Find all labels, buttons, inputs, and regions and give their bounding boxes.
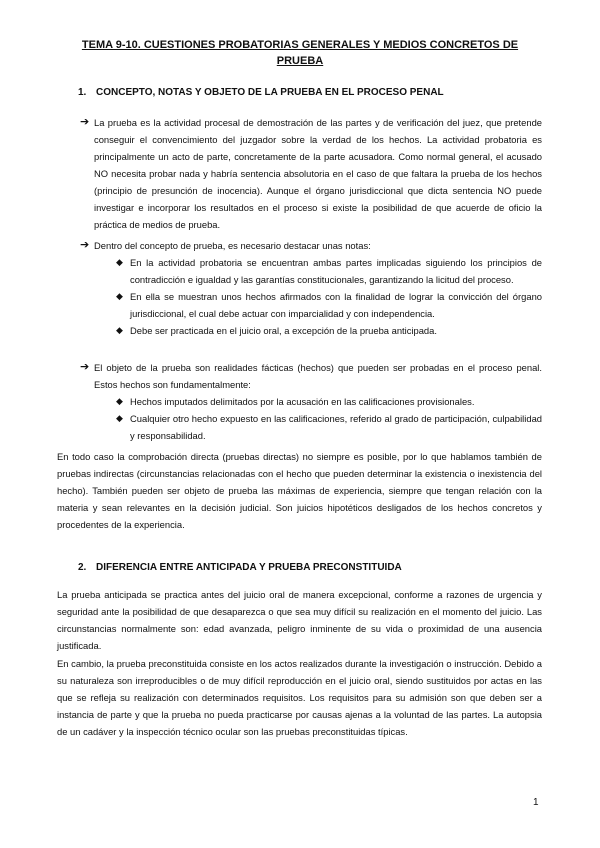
section-1-heading-text: CONCEPTO, NOTAS Y OBJETO DE LA PRUEBA EN EL PROCESO PENAL	[96, 87, 444, 98]
arrow-icon: ➔	[80, 361, 90, 373]
sub-bullet	[116, 393, 542, 410]
document-title: TEMA 9-10. CUESTIONES PROBATORIAS GENERALES Y MEDIOS CONCRETOS DE PRUEBA	[81, 39, 519, 67]
bullet-3-text: El objeto de la prueba son realidades fácticas (hechos) que pueden ser probadas en el proceso penal. Estos hechos son fundamentalmente:	[94, 362, 542, 390]
sub-bullet-text: En ella se muestran unos hechos afirmados con la finalidad de lograr la convicción del órgano jurisdiccional, el cual debe actuar con imparcialidad y con independencia.	[130, 291, 542, 319]
section-2-heading	[78, 561, 402, 575]
diamond-icon: ◆	[116, 325, 123, 335]
diamond-icon: ◆	[116, 413, 123, 423]
arrow-icon: ➔	[80, 239, 90, 251]
sub-bullet	[116, 322, 542, 339]
diamond-icon: ◆	[116, 396, 123, 406]
section-1-bullet-2	[80, 237, 542, 339]
page-number: 1	[533, 797, 539, 808]
section-1-bullet-3	[80, 359, 542, 444]
sub-bullet-text: Hechos imputados delimitados por la acusación en las calificaciones provisionales.	[130, 396, 475, 407]
sub-bullet-text: En la actividad probatoria se encuentran ambas partes implicadas siguiendo los principios de contradicción e igualdad y las garantías constitucionales, garantizando la licitud del proceso.	[130, 257, 542, 285]
section-1-paragraph: En todo caso la comprobación directa (pruebas directas) no siempre es posible, por lo que hablamos también de pruebas indirectas (circunstancias relacionadas con el hecho que pueden determinar la existencia o inexistencia del hecho). También pueden ser objeto de prueba las máximas de experiencia, siempre que tengan relación con la materia y sean relevantes en la decisión judicial. Son juicios hipotéticos desligados de los hechos concretos y procedentes de la experiencia.	[57, 451, 542, 530]
bullet-1-text: La prueba es la actividad procesal de demostración de las partes y de verificación del juez, que pretende conseguir el convencimiento del juzgador sobre la verdad de los hechos. La actividad probatoria es principalmente un acto de parte, concretamente de la parte acusadora. Como normal general, el acusado NO necesita probar nada y habría sentencia absolutoria en el caso de que faltara la prueba de los hechos (principio de presunción de inocencia). Aunque el órgano jurisdiccional que dicta sentencia NO puede investigar e incorporar los resultados en el proceso si existe la posibilidad de que acuerde de oficio la práctica de medios de prueba.	[94, 117, 542, 230]
sub-bullet-text: Debe ser practicada en el juicio oral, a excepción de la prueba anticipada.	[130, 325, 437, 336]
sub-bullet	[116, 410, 542, 444]
sub-bullet	[116, 288, 542, 322]
section-2-paragraph-2: En cambio, la prueba preconstituida consiste en los actos realizados durante la investigación o instrucción. Debido a su naturaleza son irreproducibles o de muy difícil reproducción en el juicio oral, siendo sustituidos por actas en las que se refleja su realización con determinados requisitos. Los requisitos para su admisión son que deben ser a instancia de parte y que la prueba no pueda practicarse por causas ajenas a la voluntad de las partes. La autopsia de un cadáver y la inspección técnico ocular son las pruebas preconstituidas típicas.	[57, 658, 542, 737]
section-2-number: 2.	[78, 562, 87, 573]
sub-bullet	[116, 254, 542, 288]
sub-bullet-text: Cualquier otro hecho expuesto en las calificaciones, referido al grado de participación, culpabilidad y responsabilidad.	[130, 413, 542, 441]
section-1-heading	[78, 86, 444, 100]
arrow-icon: ➔	[80, 116, 90, 128]
diamond-icon: ◆	[116, 291, 123, 301]
bullet-2-text: Dentro del concepto de prueba, es necesario destacar unas notas:	[94, 240, 371, 251]
section-1-number: 1.	[78, 87, 87, 98]
diamond-icon: ◆	[116, 257, 123, 267]
section-1-bullet-1	[80, 114, 542, 233]
section-2-paragraph-1: La prueba anticipada se practica antes del juicio oral de manera excepcional, conforme a razones de urgencia y seguridad ante la posibilidad de que desaparezca o que sea muy difícil su realización en el momento del juicio. Las circunstancias normalmente son: edad avanzada, peligro inminente de su vida o proximidad de una ausencia justificada.	[57, 589, 542, 651]
section-2-heading-text: DIFERENCIA ENTRE ANTICIPADA Y PRUEBA PRECONSTITUIDA	[96, 562, 402, 573]
